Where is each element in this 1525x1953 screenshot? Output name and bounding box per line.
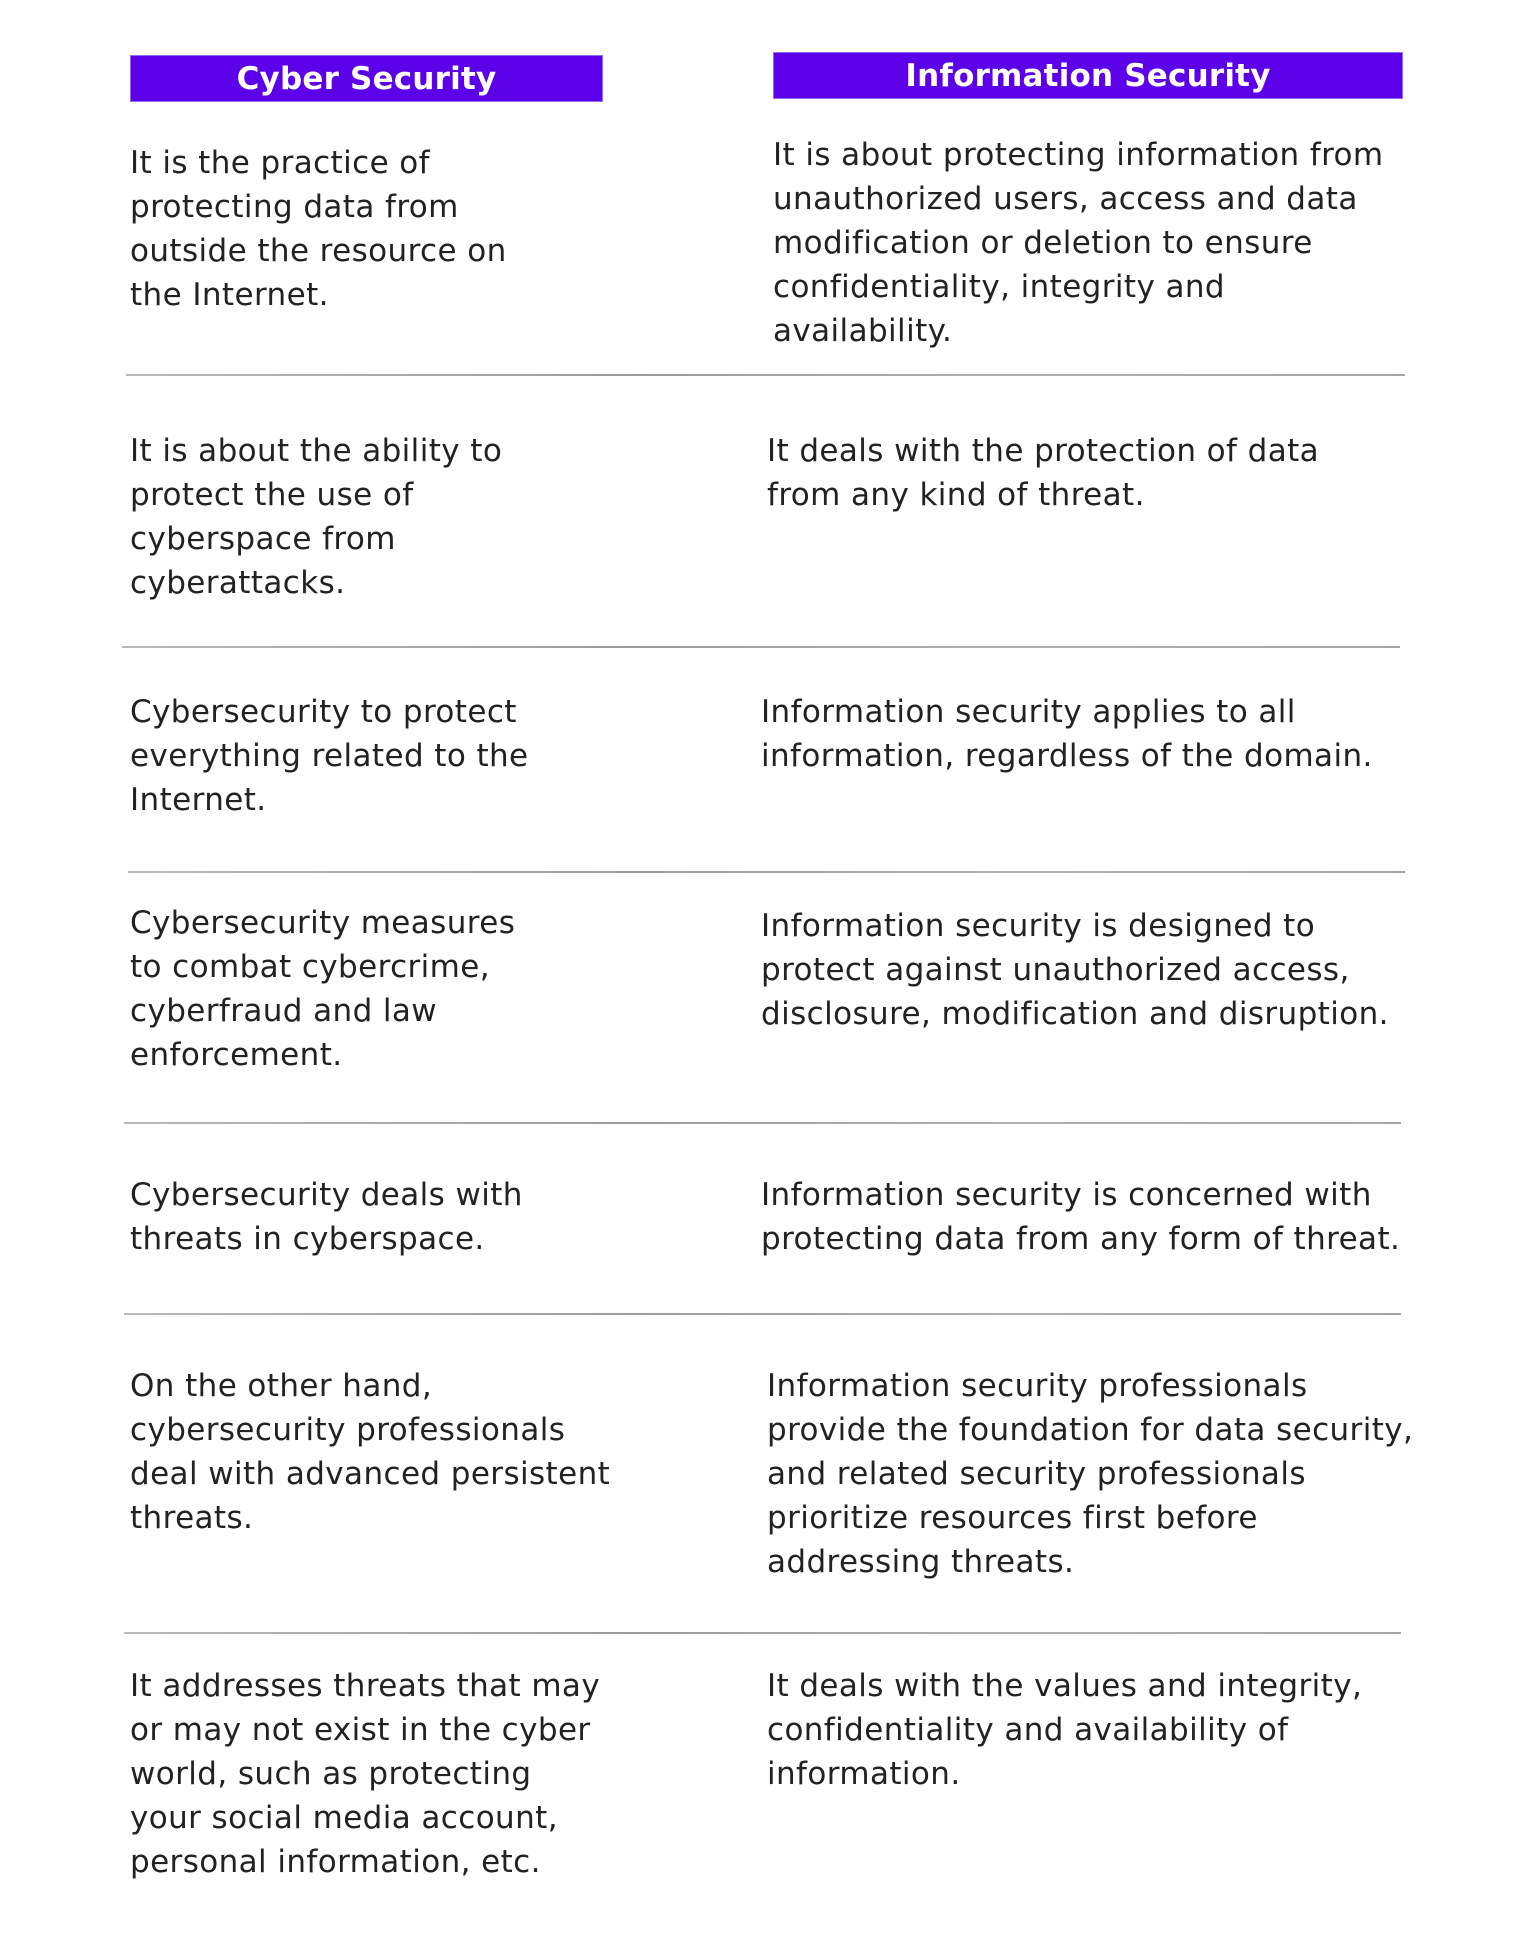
header-information-security <box>773 52 1403 99</box>
row-divider <box>124 1632 1401 1634</box>
text-line: confidentiality and availability of <box>767 1712 1289 1748</box>
row-5-info <box>761 1173 1400 1261</box>
text-line: or may not exist in the cyber <box>130 1712 591 1748</box>
text-line: and related security professionals <box>767 1456 1306 1492</box>
text-line: It is about protecting information from <box>773 137 1384 173</box>
text-line: protecting data from any form of threat. <box>761 1221 1401 1257</box>
text-line: from any kind of threat. <box>767 477 1145 513</box>
text-line: outside the resource on <box>130 233 507 269</box>
header-cyber-security <box>130 55 603 102</box>
text-line: On the other hand, <box>130 1368 433 1404</box>
text-line: It is the practice of <box>130 145 430 181</box>
text-line: Internet. <box>130 782 267 818</box>
text-line: Information security is designed to <box>761 908 1316 944</box>
text-line: Information security is concerned with <box>761 1177 1372 1213</box>
text-line: modification or deletion to ensure <box>773 225 1313 261</box>
row-divider <box>124 1313 1401 1315</box>
text-line: to combat cybercrime, <box>130 949 490 985</box>
row-4-info <box>761 904 1389 1036</box>
text-line: cyberspace from <box>130 521 396 557</box>
text-line: Cybersecurity deals with <box>130 1177 523 1213</box>
text-line: It deals with the values and integrity, <box>767 1668 1363 1704</box>
row-6-info <box>767 1364 1413 1584</box>
row-2-cyber <box>130 429 502 605</box>
header-cyber-security-label: Cyber Security <box>236 60 497 97</box>
text-line: deal with advanced persistent <box>130 1456 611 1492</box>
text-line: everything related to the <box>130 738 529 774</box>
header-information-security-label: Information Security <box>905 57 1271 94</box>
text-line: unauthorized users, access and data <box>773 181 1358 217</box>
row-divider <box>124 1122 1401 1124</box>
text-line: cyberfraud and law <box>130 993 438 1029</box>
row-6-cyber <box>130 1364 610 1540</box>
text-line: prioritize resources first before <box>767 1500 1258 1536</box>
text-line: provide the foundation for data security, <box>767 1412 1414 1448</box>
text-line: world, such as protecting <box>130 1756 532 1792</box>
text-line: your social media account, <box>130 1800 558 1836</box>
text-line: Cybersecurity measures <box>130 905 516 941</box>
row-divider <box>126 374 1405 376</box>
row-4-cyber <box>130 901 515 1077</box>
row-1-cyber <box>130 141 507 317</box>
row-divider <box>128 871 1405 873</box>
row-5-cyber <box>130 1173 523 1261</box>
text-line: availability. <box>773 313 953 349</box>
text-line: disclosure, modification and disruption. <box>761 996 1389 1032</box>
text-line: personal information, etc. <box>130 1844 541 1880</box>
text-line: enforcement. <box>130 1037 343 1073</box>
row-1-info <box>773 133 1384 353</box>
row-7-cyber <box>130 1664 600 1884</box>
text-line: Information security applies to all <box>761 694 1296 730</box>
text-line: information, regardless of the domain. <box>761 738 1373 774</box>
text-line: It is about the ability to <box>130 433 503 469</box>
text-line: addressing threats. <box>767 1544 1075 1580</box>
text-line: threats. <box>130 1500 254 1536</box>
text-line: protecting data from <box>130 189 459 225</box>
text-line: cyberattacks. <box>130 565 346 601</box>
text-line: protect against unauthorized access, <box>761 952 1350 988</box>
row-3-info <box>761 690 1373 778</box>
text-line: cybersecurity professionals <box>130 1412 566 1448</box>
row-7-info <box>767 1664 1362 1796</box>
text-line: confidentiality, integrity and <box>773 269 1225 305</box>
text-line: Cybersecurity to protect <box>130 694 517 730</box>
text-line: threats in cyberspace. <box>130 1221 485 1257</box>
text-line: protect the use of <box>130 477 414 513</box>
text-line: information. <box>767 1756 961 1792</box>
text-line: Information security professionals <box>767 1368 1308 1404</box>
text-line: the Internet. <box>130 277 329 313</box>
row-3-cyber <box>130 690 529 822</box>
text-line: It addresses threats that may <box>130 1668 601 1704</box>
row-divider <box>122 646 1400 648</box>
row-2-info <box>767 429 1319 517</box>
text-line: It deals with the protection of data <box>767 433 1320 469</box>
